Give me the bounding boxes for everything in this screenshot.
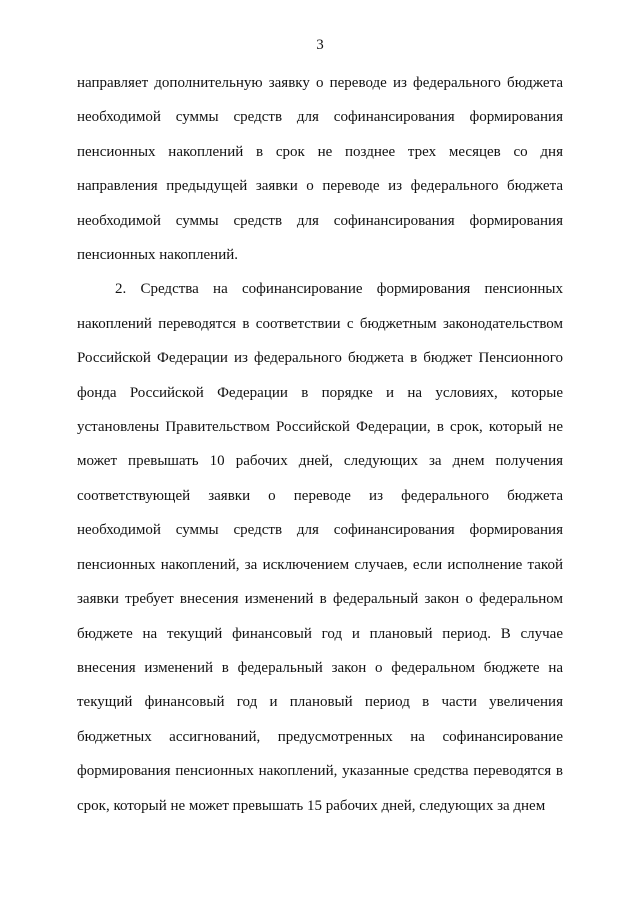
page-number: 3 (316, 37, 324, 53)
paragraph-continuation: направляет дополнительную заявку о переводе из федерального бюджета необходимой суммы средств для софинансирования формирования пенсионных накоплений в срок не позднее трех месяцев со дня направления предыдущей заявки о переводе из федерального бюджета необходимой суммы средств для софинансирования формирования пенсионных накоплений. (77, 75, 563, 264)
document-body (77, 66, 563, 823)
paragraph-item-2: 2. Средства на софинансирование формирования пенсионных накоплений переводятся в соответствии с бюджетным законодательством Российской Федерации из федерального бюджета в бюджет Пенсионного фонда Российской Федерации в порядке и на условиях, которые установлены Правительством Российской Федерации, в срок, который не может превышать 10 рабочих дней, следующих за днем получения соответствующей заявки о переводе из федерального бюджета необходимой суммы средств для софинансирования формирования пенсионных накоплений, за исключением случаев, если исполнение такой заявки требует внесения изменений в федеральный закон о федеральном бюджете на текущий финансовый год и плановый период. В случае внесения изменений в федеральный закон о федеральном бюджете на текущий финансовый год и плановый период в части увеличения бюджетных ассигнований, предусмотренных на софинансирование формирования пенсионных накоплений, указанные средства переводятся в срок, который не может превышать 15 рабочих дней, следующих за днем (77, 281, 563, 814)
